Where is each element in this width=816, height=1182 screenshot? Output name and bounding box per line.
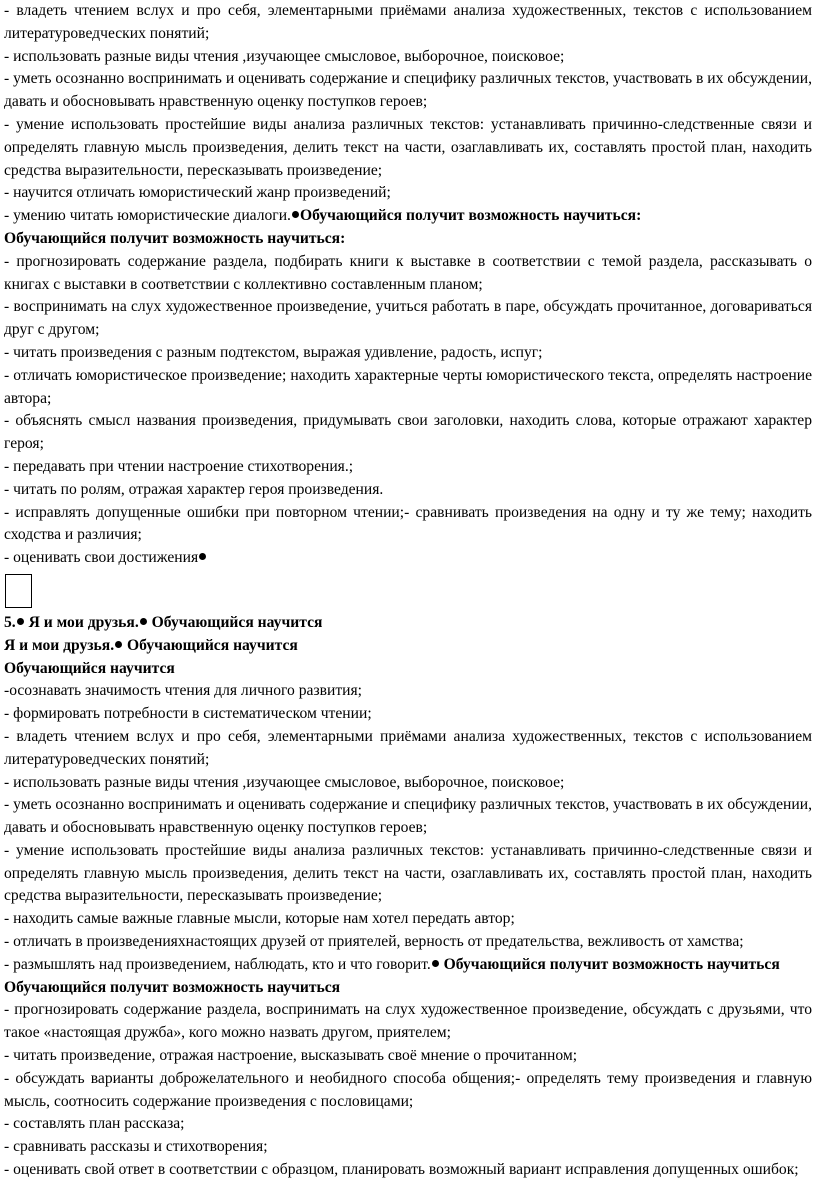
section-heading: Обучающийся получит возможность научиться	[4, 978, 341, 996]
list-item: - объяснять смысл названия произведения, придумывать свои заголовки, находить слова, которые отражают характер героя;	[4, 412, 812, 453]
list-item: - умение использовать простейшие виды анализа различных текстов: устанавливать причинно-следственные связи и определять главную мысль произведения, делить текст на части, озаглавливать их, составлять простой план, находить средства выразительности, пересказывать произведение;	[4, 115, 812, 179]
bullet-icon	[115, 641, 122, 648]
list-item: - научится отличать юмористический жанр произведений;	[4, 184, 391, 202]
section-heading: Обучающийся научится	[4, 659, 175, 677]
list-item-text: - оценивать свои достижения	[4, 549, 199, 567]
section-number: 5.	[4, 613, 16, 631]
bullet-icon	[17, 618, 24, 625]
list-item: - формировать потребности в систематическом чтении;	[4, 705, 372, 723]
section-title-text: Я и мои друзья.	[24, 613, 139, 631]
list-item: - использовать разные виды чтения ,изучающее смысловое, выборочное, поисковое;	[4, 773, 565, 791]
bullet-icon	[432, 960, 439, 967]
bullet-icon	[140, 618, 147, 625]
list-item: - прогнозировать содержание раздела, воспринимать на слух художественное произведение, обсуждать с друзьями, что такое «настоящая дружба», кого можно назвать другом, приятелем;	[4, 1001, 812, 1042]
list-item	[4, 954, 812, 977]
list-item: - отличать в произведенияхнастоящих друзей от приятелей, верность от предательства, вежливость от хамства;	[4, 933, 744, 951]
list-item	[4, 205, 812, 228]
bullet-icon	[199, 553, 206, 560]
list-item: - уметь осознанно воспринимать и оценивать содержание и специфику различных текстов, участвовать в их обсуждении, давать и обосновывать нравственную оценку поступков героев;	[4, 796, 812, 837]
list-item: - находить самые важные главные мысли, которые нам хотел передать автор;	[4, 910, 515, 928]
inline-heading: Обучающийся получит возможность научиться	[439, 955, 780, 973]
section-title	[4, 612, 812, 635]
list-item: - обсуждать варианты доброжелательного и необидного способа общения;- определять тему произведения и главную мысль, соотносить содержание произведения с пословицами;	[4, 1069, 812, 1110]
section-subtitle-subheading: Обучающийся научится	[123, 636, 298, 654]
list-item: - уметь осознанно воспринимать и оценивать содержание и специфику различных текстов, участвовать в их обсуждении, давать и обосновывать нравственную оценку поступков героев;	[4, 70, 812, 111]
list-item: - оценивать свой ответ в соответствии с образцом, планировать возможный вариант исправления допущенных ошибок;	[4, 1161, 799, 1179]
list-item: - читать по ролям, отражая характер героя произведения.	[4, 480, 384, 498]
list-item-text: - умению читать юмористические диалоги.	[4, 207, 291, 225]
list-item: - читать произведения с разным подтекстом, выражая удивление, радость, испуг;	[4, 343, 543, 361]
section-subtitle	[4, 635, 812, 658]
empty-box	[5, 574, 32, 608]
section-subtitle-text: Я и мои друзья.	[4, 636, 115, 654]
list-item: - передавать при чтении настроение стихотворения.;	[4, 457, 354, 475]
list-item: - воспринимать на слух художественное произведение, учиться работать в паре, обсуждать прочитанное, договариваться друг с другом;	[4, 298, 812, 339]
list-item-text: - размышлять над произведением, наблюдать, кто и что говорит.	[4, 955, 431, 973]
inline-heading: Обучающийся получит возможность научиться:	[299, 207, 642, 225]
list-item: - умение использовать простейшие виды анализа различных текстов: устанавливать причинно-следственные связи и определять главную мысль произведения, делить текст на части, озаглавливать их, составлять простой план, находить средства выразительности, пересказывать произведение;	[4, 841, 812, 905]
list-item: - использовать разные виды чтения ,изучающее смысловое, выборочное, поисковое;	[4, 47, 565, 65]
list-item: - читать произведение, отражая настроение, высказывать своё мнение о прочитанном;	[4, 1047, 578, 1065]
list-item	[4, 547, 812, 570]
list-item: - составлять план рассказа;	[4, 1115, 185, 1133]
list-item: - прогнозировать содержание раздела, подбирать книги к выставке в соответствии с темой раздела, рассказывать о книгах с выставки в соответствии с коллективно составленным планом;	[4, 252, 812, 293]
list-item: - сравнивать рассказы и стихотворения;	[4, 1138, 268, 1156]
bullet-icon	[292, 211, 299, 218]
section-heading: Обучающийся получит возможность научиться:	[4, 229, 346, 247]
list-item: - владеть чтением вслух и про себя, элементарными приёмами анализа художественных, текстов с использованием литературоведческих понятий;	[4, 2, 812, 42]
list-item: - владеть чтением вслух и про себя, элементарными приёмами анализа художественных, текстов с использованием литературоведческих понятий;	[4, 727, 812, 768]
list-item: -осознавать значимость чтения для личного развития;	[4, 682, 363, 700]
list-item: - отличать юмористическое произведение; находить характерные черты юмористического текста, определять настроение автора;	[4, 366, 812, 407]
list-item: - исправлять допущенные ошибки при повторном чтении;- сравнивать произведения на одну и ту же тему; находить сходства и различия;	[4, 503, 812, 544]
section-title-subheading: Обучающийся научится	[147, 613, 323, 631]
